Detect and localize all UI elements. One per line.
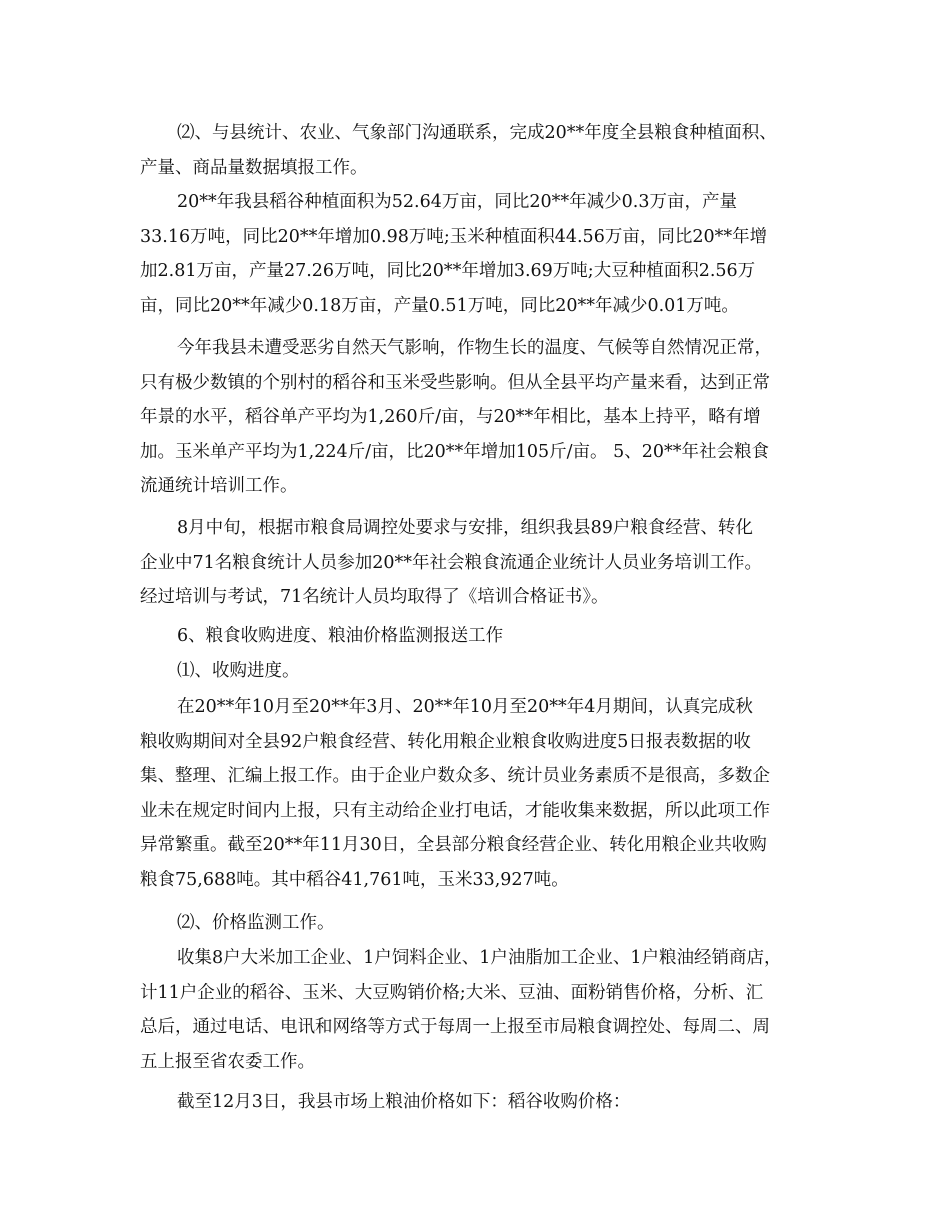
text-line: 33.16万吨，同比20**年增加0.98万吨;玉米种植面积44.56万亩，同比20**年增 [140, 226, 768, 247]
text-line: 加2.81万亩，产量27.26万吨，同比20**年增加3.69万吨;大豆种植面积2.56万 [140, 261, 756, 282]
paragraph-market-prices [140, 1085, 820, 1120]
text-line: 计11户企业的稻谷、玉米、大豆购销价格;大米、豆油、面粉销售价格，分析、汇 [140, 982, 764, 1003]
text-line: 亩，同比20**年减少0.18万亩，产量0.51万吨，同比20**年减少0.01万吨。 [140, 295, 739, 316]
text-line: 粮收购期间对全县92户粮食经营、转化用粮企业粮食收购进度5日报表数据的收 [140, 731, 751, 752]
text-line: 异常繁重。截至20**年11月30日，全县部分粮食经营企业、转化用粮企业共收购 [140, 835, 767, 856]
paragraph-purchase-progress [140, 690, 820, 898]
text-line: 只有极少数镇的个别村的稻谷和玉米受些影响。但从全县平均产量来看，达到正常 [140, 372, 770, 393]
text-line: 20**年我县稻谷种植面积为52.64万亩，同比20**年减少0.3万亩，产量 [177, 192, 737, 212]
paragraph-contact-departments [140, 116, 820, 185]
text-line: 经过培训与考试，71名统计人员均取得了《培训合格证书》。 [140, 587, 609, 608]
subheading-price-monitoring [140, 906, 820, 941]
text-line: 业未在规定时间内上报，只有主动给企业打电话，才能收集来数据，所以此项工作 [140, 800, 770, 821]
text-line: 收集8户大米加工企业、1户饲料企业、1户油脂加工企业、1户粮油经销商店， [177, 948, 782, 968]
text-line: 产量、商品量数据填报工作。 [140, 157, 368, 178]
paragraph-price-monitoring [140, 941, 820, 1079]
paragraph-training [140, 511, 820, 615]
text-line: 今年我县未遭受恶劣自然天气影响，作物生长的温度、气候等自然情况正常， [177, 338, 772, 358]
text-line: 加。玉米单产平均为1,224斤/亩，比20**年增加105斤/亩。 5、20**年社会粮食 [140, 441, 770, 462]
text-line: ⑴、收购进度。 [177, 661, 300, 681]
subheading-purchase-progress [140, 654, 820, 689]
text-line: ⑵、价格监测工作。 [177, 913, 335, 933]
text-line: 6、粮食收购进度、粮油价格监测报送工作 [177, 626, 504, 646]
text-line: 年景的水平，稻谷单产平均为1,260斤/亩，与20**年相比，基本上持平，略有增 [140, 407, 761, 428]
paragraph-weather-yield [140, 331, 820, 504]
text-line: 粮食75,688吨。其中稻谷41,761吨，玉米33,927吨。 [140, 869, 569, 890]
text-line: ⑵、与县统计、农业、气象部门沟通联系，完成20**年度全县粮食种植面积、 [177, 123, 777, 143]
text-line: 企业中71名粮食统计人员参加20**年社会粮食流通企业统计人员业务培训工作。 [140, 552, 763, 573]
text-line: 截至12月3日，我县市场上粮油价格如下：稻谷收购价格： [177, 1092, 631, 1112]
text-line: 8月中旬，根据市粮食局调控处要求与安排，组织我县89户粮食经营、转化 [177, 518, 753, 538]
text-line: 总后，通过电话、电讯和网络等方式于每周一上报至市局粮食调控处、每周二、周 [140, 1017, 770, 1038]
paragraph-planting-area [140, 185, 820, 323]
section-heading-6 [140, 619, 820, 654]
text-line: 五上报至省农委工作。 [140, 1051, 315, 1072]
text-line: 流通统计培训工作。 [140, 476, 298, 497]
text-line: 集、整理、汇编上报工作。由于企业户数众多、统计员业务素质不是很高，多数企 [140, 766, 770, 787]
text-line: 在20**年10月至20**年3月、20**年10月至20**年4月期间，认真完成秋 [177, 697, 753, 717]
